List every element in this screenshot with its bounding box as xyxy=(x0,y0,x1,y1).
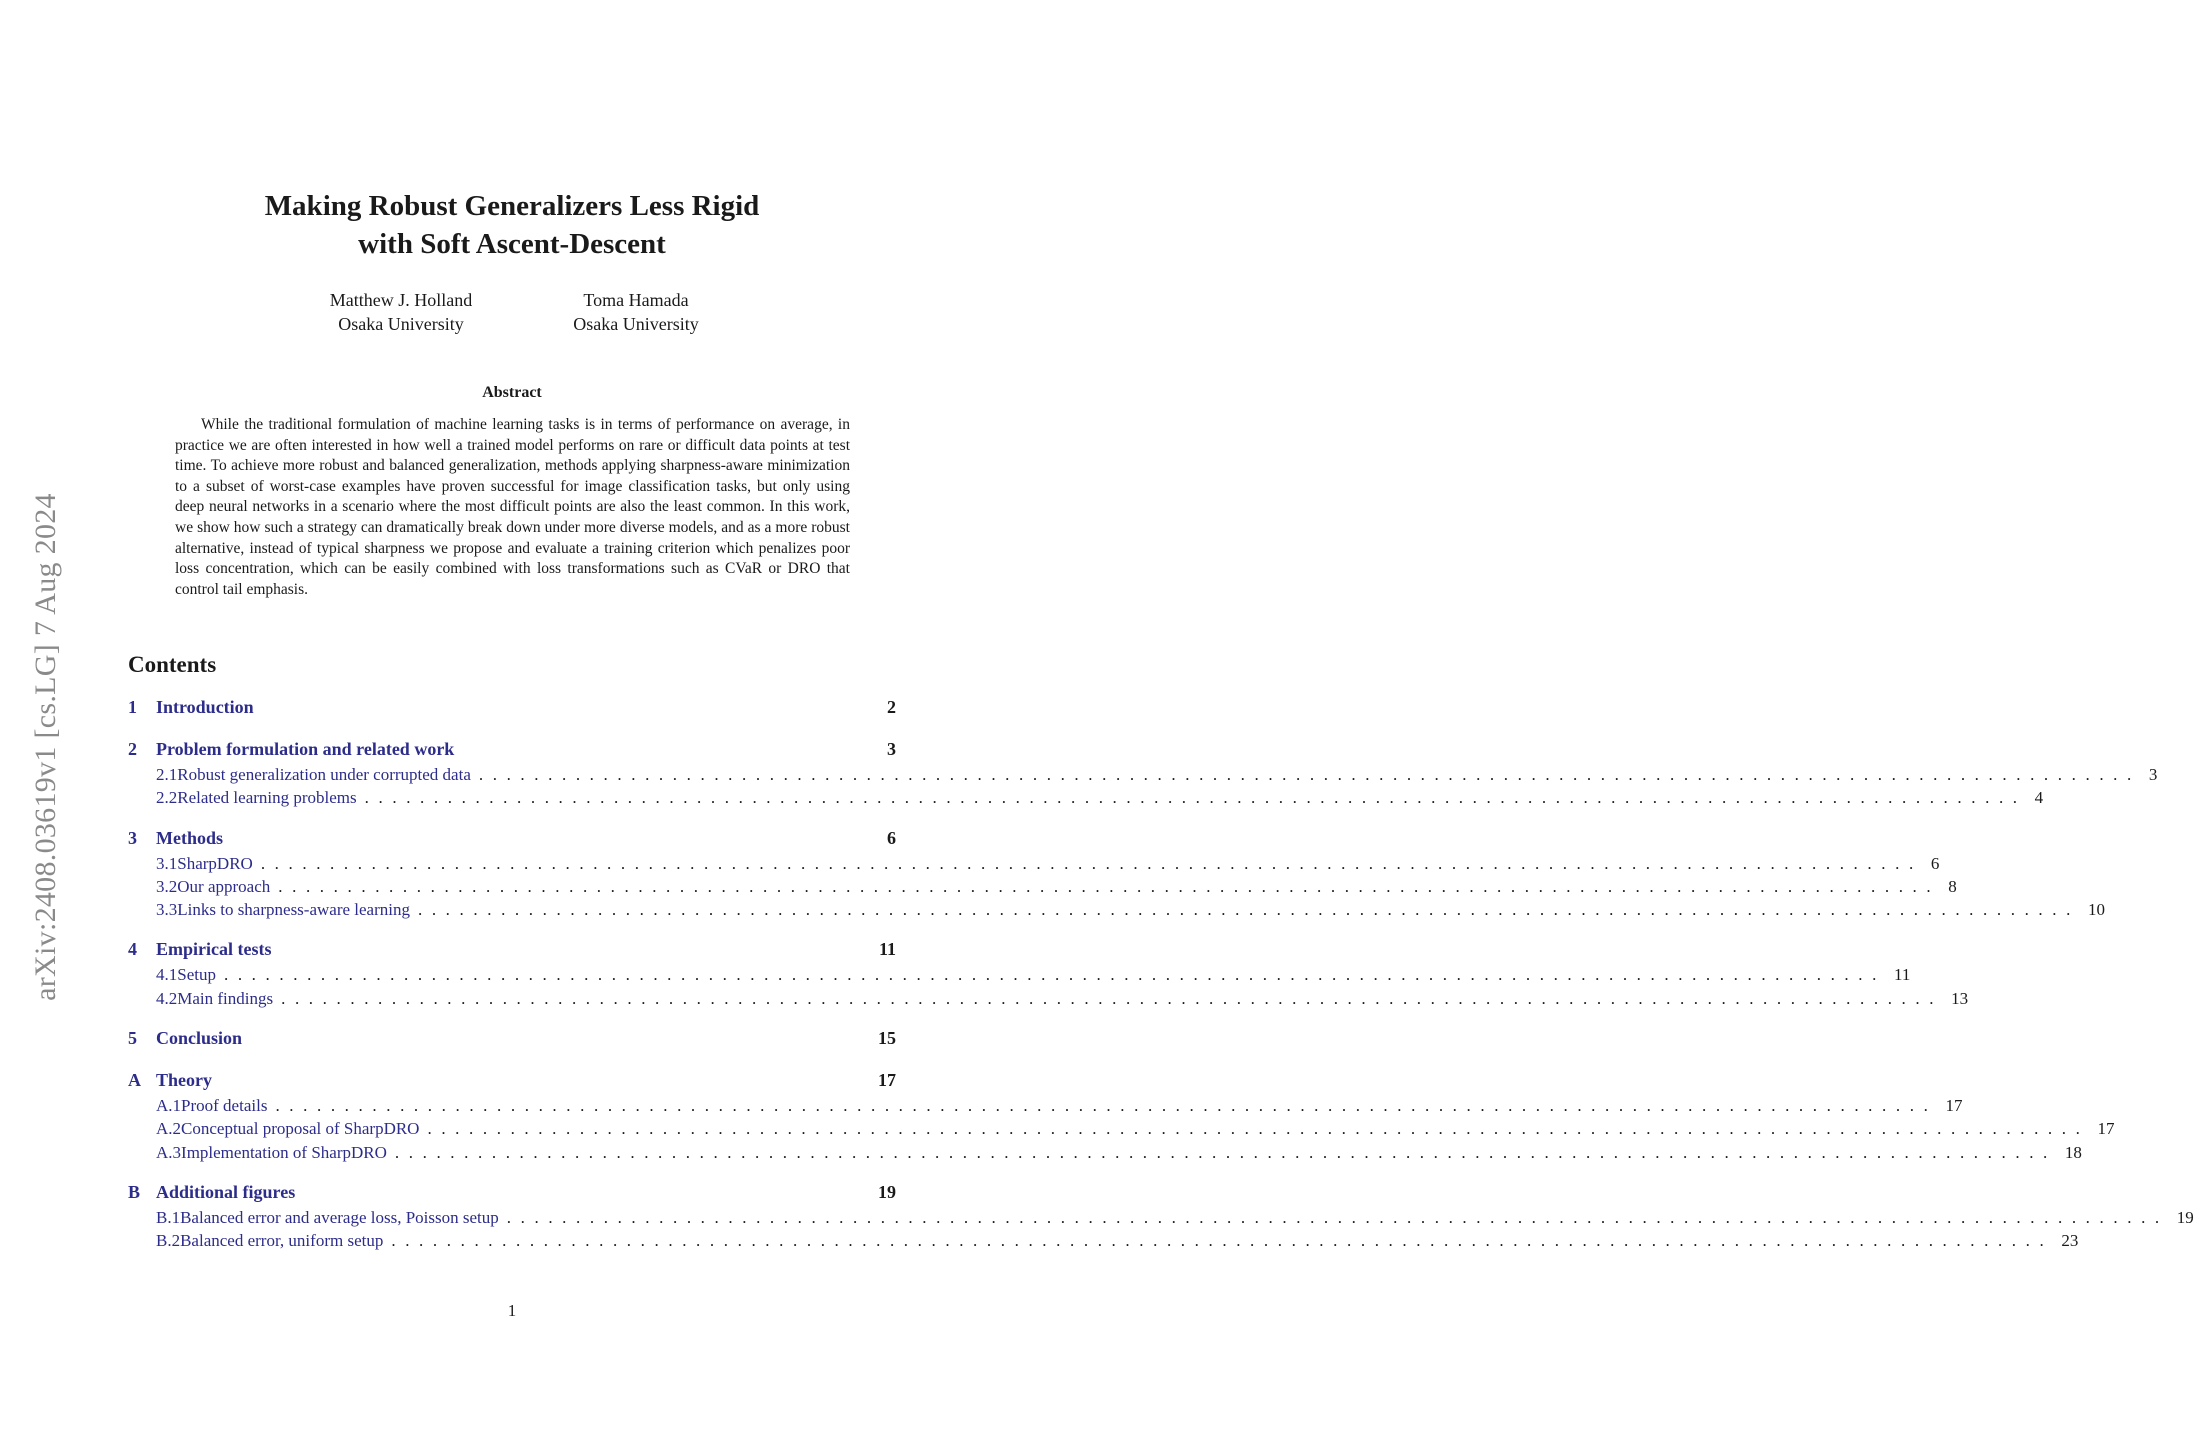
toc-subsection-title: Related learning problems xyxy=(177,788,357,808)
toc-section-b[interactable] xyxy=(128,1182,896,1208)
author-block-1 xyxy=(290,288,512,336)
toc-leader-dots: ........................................................................................................................ xyxy=(278,876,1941,896)
toc-subsection-page: 11 xyxy=(1893,965,1911,985)
toc-subsection-number: 3.2 xyxy=(156,876,178,896)
author-name: Toma Hamada xyxy=(583,290,689,310)
toc-section-title: Theory xyxy=(156,1070,212,1091)
toc-subsection-page: 4 xyxy=(2034,788,2044,808)
toc-subsection-title: Balanced error and average loss, Poisson setup xyxy=(180,1207,499,1227)
toc-subsection-title: Main findings xyxy=(177,988,274,1008)
toc-section-title: Problem formulation and related work xyxy=(156,739,455,759)
toc-section-a[interactable] xyxy=(128,1070,896,1096)
toc-subsection-title: Robust generalization under corrupted data xyxy=(177,765,471,784)
toc-section-page: 11 xyxy=(878,939,896,960)
toc-leader-dots: ........................................................................................................................ xyxy=(427,1119,2090,1139)
toc-subsection-page: 3 xyxy=(2148,765,2158,784)
toc-section-page: 19 xyxy=(878,1181,896,1202)
toc-subsection-number: 4.2 xyxy=(156,988,178,1008)
toc-subsection-title: Conceptual proposal of SharpDRO xyxy=(181,1119,420,1139)
abstract-body: While the traditional formulation of machine learning tasks is in terms of performance on average, in practice we are often interested in how well a trained model performs on rare or difficult data points at test time. To achieve more robust and balanced generalization, methods applying sharpness-aware minimization to a subset of worst-case examples have proven successful for image classification tasks, but only using deep neural networks in a scenario where the most difficult points are also the least common. In this work, we show how such a strategy can dramatically break down under more diverse models, and as a more robust alternative, instead of typical sharpness we propose and evaluate a training criterion which penalizes poor loss concentration, which can be easily combined with loss transformations such as CVaR or DRO that control tail emphasis. xyxy=(175,416,850,598)
toc-subsection-title: Our approach xyxy=(177,876,271,896)
toc-subsection-number: A.2 xyxy=(156,1119,182,1139)
toc-subsection-number: A.3 xyxy=(156,1142,182,1162)
toc-leader-dots: ........................................................................................................................ xyxy=(260,853,1923,873)
toc-section-page: 17 xyxy=(878,1070,896,1091)
toc-section-title: Conclusion xyxy=(156,1028,243,1049)
toc-subsection-number: B.1 xyxy=(156,1207,181,1227)
toc-section-page: 6 xyxy=(887,827,896,848)
toc-section-title: Additional figures xyxy=(156,1181,296,1202)
paper-title xyxy=(0,187,1024,263)
toc-subsection-b-1[interactable] xyxy=(128,1207,2194,1231)
author-affiliation: Osaka University xyxy=(338,314,464,334)
toc-subsection-page: 8 xyxy=(1948,876,1957,896)
author-name: Matthew J. Holland xyxy=(329,290,473,310)
toc-section-title: Empirical tests xyxy=(156,939,272,960)
toc-subsection-2-2[interactable] xyxy=(128,788,2044,811)
toc-leader-dots: ........................................................................................................................ xyxy=(281,988,1944,1008)
toc-section-number: 2 xyxy=(128,739,137,759)
toc-leader-dots: ........................................................................................................................ xyxy=(391,1231,2054,1251)
arxiv-sidebar-stamp xyxy=(26,452,66,1042)
toc-subsection-page: 17 xyxy=(2097,1119,2115,1139)
toc-leader-dots: ........................................................................................................................ xyxy=(506,1207,2169,1227)
toc-subsection-a-2[interactable] xyxy=(128,1119,2115,1142)
toc-subsection-3-1[interactable] xyxy=(128,853,1940,877)
title-line-1: Making Robust Generalizers Less Rigid xyxy=(264,190,760,222)
toc-subsection-4-2[interactable] xyxy=(128,988,1969,1012)
toc-section-page: 15 xyxy=(878,1028,896,1049)
abstract-heading: Abstract xyxy=(482,384,542,401)
toc-subsection-title: Links to sharpness-aware learning xyxy=(177,900,410,920)
arxiv-id: arXiv:2408.03619v1 [cs.LG] 7 Aug 2024 xyxy=(29,493,62,1001)
toc-leader-dots: ........................................................................................................................ xyxy=(394,1142,2057,1162)
toc-section-3[interactable] xyxy=(128,828,896,854)
toc-subsection-title: Proof details xyxy=(181,1096,268,1116)
toc-subsection-3-2[interactable] xyxy=(128,876,1957,900)
toc-subsection-number: 4.1 xyxy=(156,965,178,985)
toc-subsection-4-1[interactable] xyxy=(128,965,1911,988)
toc-section-page: 2 xyxy=(887,697,896,717)
toc-section-number: 5 xyxy=(128,1028,137,1049)
toc-subsection-number: B.2 xyxy=(156,1231,181,1251)
toc-leader-dots: ........................................................................................................................ xyxy=(223,965,1886,985)
title-line-2: with Soft Ascent-Descent xyxy=(358,228,666,260)
toc-subsection-3-3[interactable] xyxy=(128,900,2105,923)
toc-subsection-title: Balanced error, uniform setup xyxy=(180,1231,384,1251)
toc-subsection-title: Setup xyxy=(177,965,216,985)
toc-section-page: 3 xyxy=(887,739,896,759)
toc-subsection-page: 17 xyxy=(1945,1096,1963,1116)
toc-subsection-a-3[interactable] xyxy=(128,1142,2082,1166)
toc-section-number: 3 xyxy=(128,827,137,848)
toc-leader-dots: ........................................................................................................................ xyxy=(478,765,2141,784)
toc-subsection-page: 19 xyxy=(2176,1207,2194,1227)
toc-subsection-page: 13 xyxy=(1951,988,1969,1008)
toc-subsection-number: 2.1 xyxy=(156,765,178,784)
toc-subsection-page: 10 xyxy=(2087,900,2105,920)
toc-leader-dots: ........................................................................................................................ xyxy=(275,1096,1938,1116)
toc-subsection-2-1[interactable] xyxy=(128,765,2158,788)
toc-section-number: B xyxy=(128,1181,141,1202)
toc-section-1[interactable] xyxy=(128,697,896,723)
toc-subsection-number: 3.1 xyxy=(156,853,178,873)
toc-subsection-a-1[interactable] xyxy=(128,1096,1963,1119)
toc-section-number: 4 xyxy=(128,939,137,960)
toc-section-number: 1 xyxy=(128,697,137,717)
toc-subsection-number: 3.3 xyxy=(156,900,178,920)
toc-section-number: A xyxy=(128,1070,141,1091)
toc-subsection-page: 23 xyxy=(2061,1231,2079,1251)
toc-subsection-number: A.1 xyxy=(156,1096,182,1116)
contents-heading: Contents xyxy=(128,652,217,677)
toc-subsection-page: 6 xyxy=(1930,853,1940,873)
toc-leader-dots: ........................................................................................................................ xyxy=(364,788,2027,808)
toc-subsection-title: SharpDRO xyxy=(177,853,253,873)
toc-section-4[interactable] xyxy=(128,939,896,965)
toc-section-2[interactable] xyxy=(128,739,896,765)
author-affiliation: Osaka University xyxy=(573,314,699,334)
toc-section-5[interactable] xyxy=(128,1028,896,1054)
toc-subsection-number: 2.2 xyxy=(156,788,178,808)
toc-leader-dots: ........................................................................................................................ xyxy=(417,900,2080,920)
toc-subsection-b-2[interactable] xyxy=(128,1231,2079,1254)
toc-section-title: Introduction xyxy=(156,697,254,717)
table-of-contents xyxy=(128,697,2194,1255)
toc-section-title: Methods xyxy=(156,827,223,848)
toc-subsection-page: 18 xyxy=(2064,1142,2082,1162)
toc-subsection-title: Implementation of SharpDRO xyxy=(181,1142,387,1162)
author-block-2 xyxy=(527,288,745,336)
page-number: 1 xyxy=(507,1301,517,1320)
